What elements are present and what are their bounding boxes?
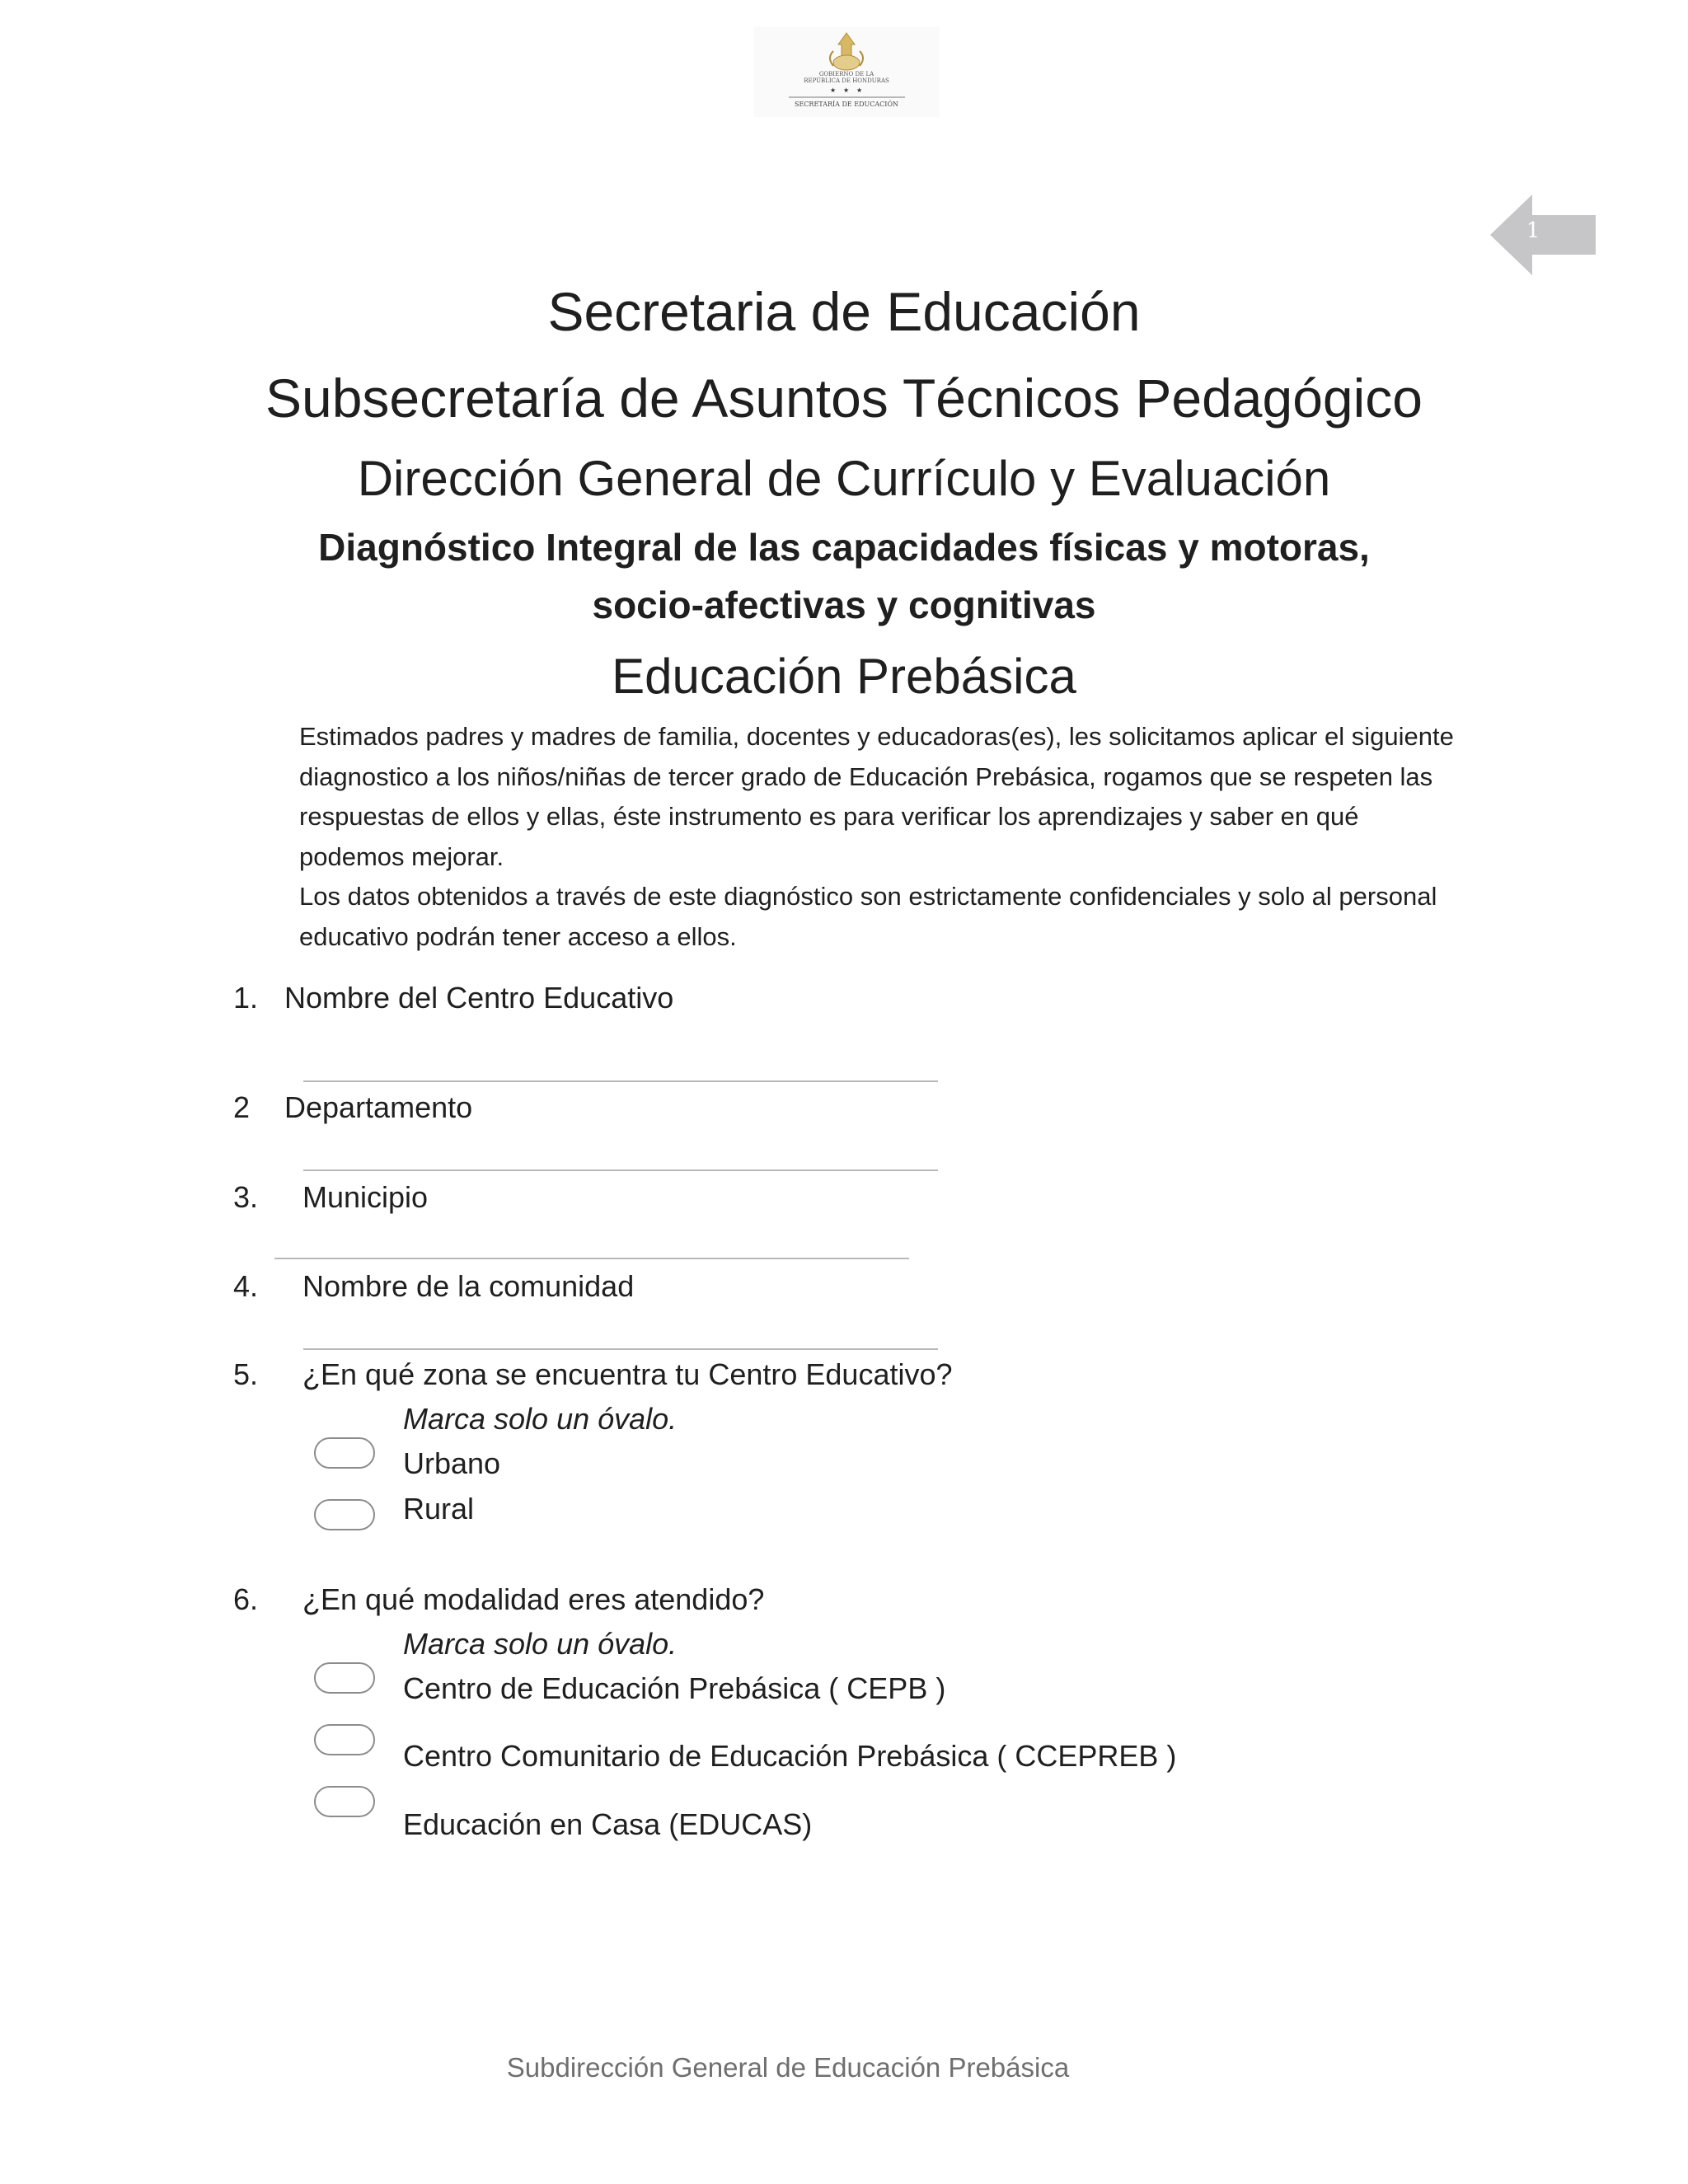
question-6-number: 6. bbox=[233, 1582, 259, 1616]
title-diagnostico-line1: Diagnóstico Integral de las capacidades físicas y motoras, bbox=[318, 526, 1370, 569]
option-cepb-radio[interactable] bbox=[314, 1662, 375, 1694]
logo-text-line2: REPÚBLICA DE HONDURAS bbox=[804, 77, 889, 84]
svg-text:★: ★ bbox=[856, 87, 863, 94]
title-educacion-prebasica: Educación Prebásica bbox=[612, 649, 1076, 704]
logo-text-line1: GOBIERNO DE LA bbox=[818, 71, 874, 77]
option-urbano-radio[interactable] bbox=[314, 1437, 375, 1469]
question-1-label: Nombre del Centro Educativo bbox=[284, 981, 674, 1015]
question-3-label: Municipio bbox=[302, 1180, 429, 1214]
title-direccion: Dirección General de Currículo y Evaluación bbox=[357, 451, 1331, 506]
question-6-hint: Marca solo un óvalo. bbox=[403, 1627, 678, 1661]
question-2-number: 2 bbox=[233, 1090, 251, 1124]
option-rural-radio[interactable] bbox=[314, 1499, 375, 1530]
page-number: 1 bbox=[1526, 218, 1540, 243]
option-cepb-label: Centro de Educación Prebásica ( CEPB ) bbox=[403, 1671, 946, 1705]
title-diagnostico-line2: socio-afectivas y cognitivas bbox=[592, 583, 1096, 626]
logo bbox=[754, 26, 940, 117]
option-ccepreb-radio[interactable] bbox=[314, 1724, 375, 1755]
question-1-answer-line[interactable] bbox=[303, 1080, 938, 1082]
question-1-number: 1. bbox=[233, 981, 259, 1015]
intro-text bbox=[299, 717, 1470, 957]
svg-text:★: ★ bbox=[830, 87, 837, 94]
question-2-label: Departamento bbox=[284, 1090, 473, 1124]
option-rural-label: Rural bbox=[403, 1492, 475, 1526]
question-5-number: 5. bbox=[233, 1357, 259, 1391]
svg-text:★: ★ bbox=[843, 87, 850, 94]
coat-of-arms-icon bbox=[754, 26, 940, 117]
intro-paragraph-1: Estimados padres y madres de familia, docentes y educadoras(es), les solicitamos aplicar el siguiente diagnostico a los niños/niñas de tercer grado de Educación Prebásica, rogamos que se respeten las respuestas de ellos y ellas, éste instrumento es para verificar los aprendizajes y saber en qué podemos mejorar. bbox=[299, 722, 1454, 871]
question-5-label: ¿En qué zona se encuentra tu Centro Educativo? bbox=[302, 1357, 953, 1391]
question-3-number: 3. bbox=[233, 1180, 259, 1214]
question-4-label: Nombre de la comunidad bbox=[302, 1269, 635, 1303]
question-2-answer-line[interactable] bbox=[303, 1169, 938, 1171]
title-secretaria: Secretaria de Educación bbox=[547, 281, 1141, 342]
question-4-answer-line[interactable] bbox=[303, 1348, 938, 1350]
question-6-label: ¿En qué modalidad eres atendido? bbox=[302, 1582, 765, 1616]
option-educas-label: Educación en Casa (EDUCAS) bbox=[403, 1807, 813, 1841]
question-5-hint: Marca solo un óvalo. bbox=[403, 1402, 678, 1436]
option-ccepreb-label: Centro Comunitario de Educación Prebásica ( CCEPREB ) bbox=[403, 1739, 1177, 1773]
page-footer: Subdirección General de Educación Prebásica bbox=[506, 2052, 1070, 2083]
logo-text-line3: SECRETARÍA DE EDUCACIÓN bbox=[794, 101, 899, 108]
title-subsecretaria: Subsecretaría de Asuntos Técnicos Pedagógico bbox=[265, 368, 1423, 429]
question-4-number: 4. bbox=[233, 1269, 259, 1303]
option-educas-radio[interactable] bbox=[314, 1786, 375, 1817]
option-urbano-label: Urbano bbox=[403, 1446, 501, 1480]
question-3-answer-line[interactable] bbox=[274, 1258, 909, 1259]
intro-paragraph-2: Los datos obtenidos a través de este diagnóstico son estrictamente confidenciales y solo al personal educativo podrán tener acceso a ellos. bbox=[299, 882, 1437, 951]
